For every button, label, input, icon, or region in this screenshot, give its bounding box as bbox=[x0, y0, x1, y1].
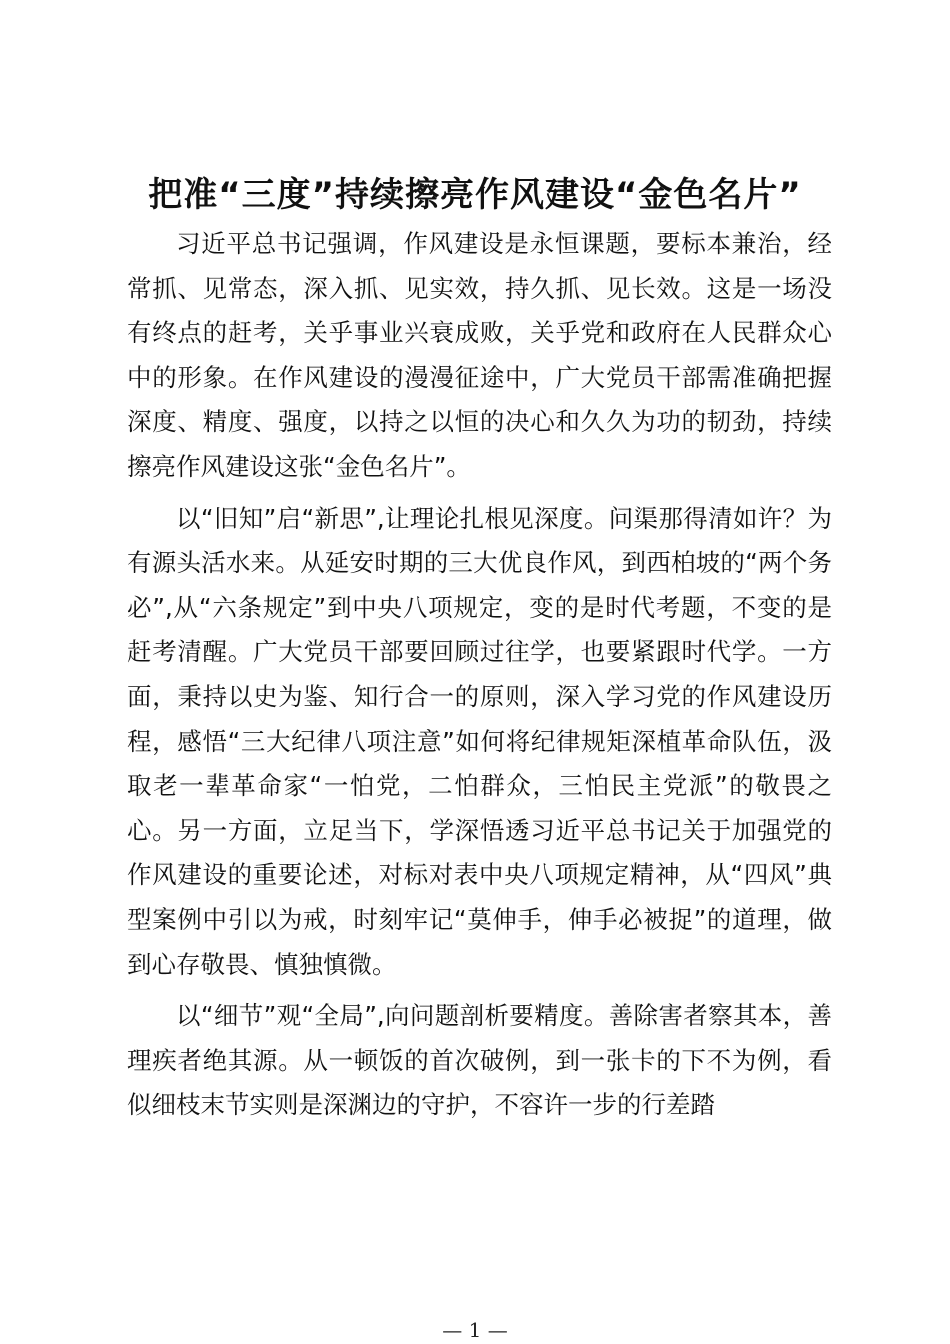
document-title: 把准“三度”持续擦亮作风建设“金色名片” bbox=[148, 175, 802, 215]
page-number: — 1 — bbox=[442, 1318, 508, 1342]
paragraph-precision: 以“细节”观“全局”,向问题剖析要精度。善除害者察其本，善理疾者绝其源。从一顿饭的首次破例，到一张卡的下不为例，看似细枝末节实则是深渊边的守护，不容许一步的行差踏 bbox=[127, 1001, 832, 1120]
paragraph-depth: 以“旧知”启“新思”,让理论扎根见深度。问渠那得清如许？为有源头活水来。从延安时期的三大优良作风，到西柏坡的“两个务必”,从“六条规定”到中央八项规定，变的是时代考题，不变的是赶考清醒。广大党员干部要回顾过往学，也要紧跟时代学。一方面，秉持以史为鉴、知行合一的原则，深入学习党的作风建设历程，感悟“三大纪律八项注意”如何将纪律规矩深植革命队伍，汲取老一辈革命家“一怕党，二怕群众，三怕民主党派”的敬畏之心。另一方面，立足当下，学深悟透习近平总书记关于加强党的作风建设的重要论述，对标对表中央八项规定精神，从“四风”典型案例中引以为戒，时刻牢记“莫伸手，伸手必被捉”的道理，做到心存敬畏、慎独慎微。 bbox=[127, 503, 832, 979]
paragraph-intro: 习近平总书记强调，作风建设是永恒课题，要标本兼治，经常抓、见常态，深入抓、见实效，持久抓、见长效。这是一场没有终点的赶考，关乎事业兴衰成败，关乎党和政府在人民群众心中的形象。在作风建设的漫漫征途中，广大党员干部需准确把握深度、精度、强度，以持之以恒的决心和久久为功的韧劲，持续擦亮作风建设这张“金色名片”。 bbox=[127, 229, 832, 481]
document-body bbox=[127, 222, 832, 1128]
